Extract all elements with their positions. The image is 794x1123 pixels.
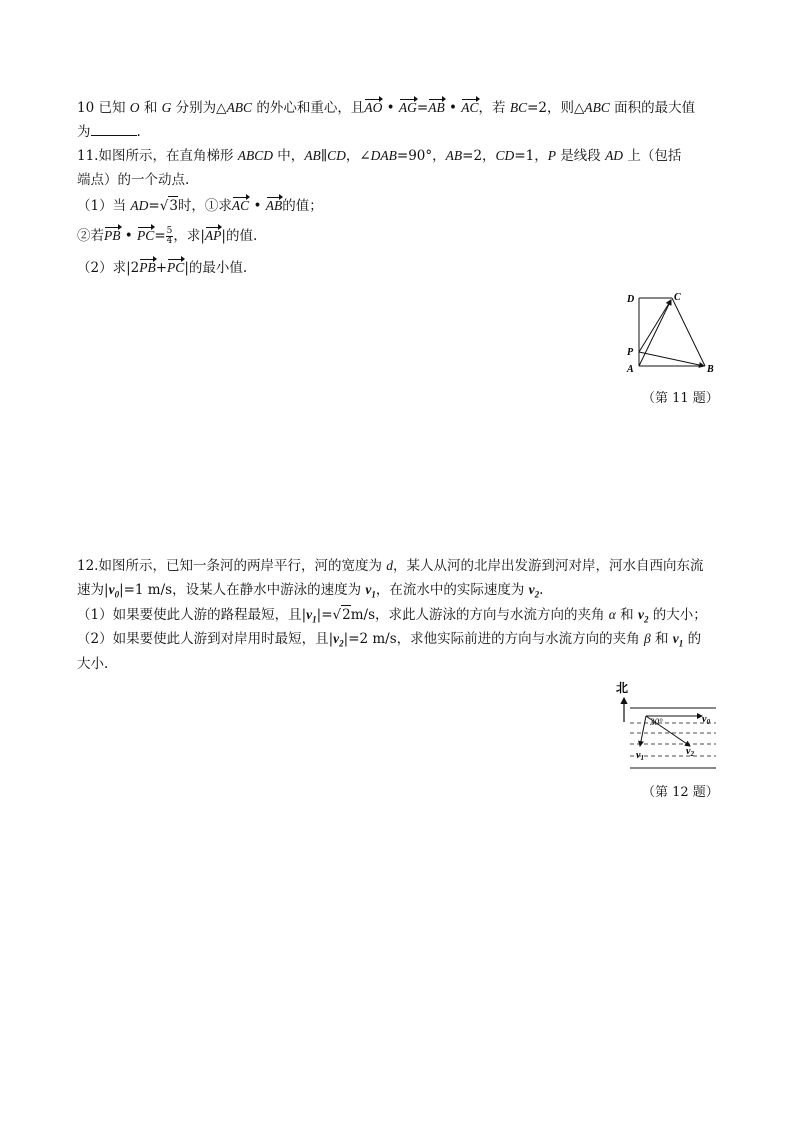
figure-11-trapezoid: [622, 288, 722, 380]
text: 上（包括: [623, 148, 682, 164]
vector-AB: AB: [265, 198, 283, 213]
text: （1）当: [77, 198, 131, 214]
vector-AB: AB: [428, 100, 445, 115]
var-DAB: DAB: [370, 148, 397, 163]
vector-AG: AG: [398, 100, 417, 115]
text: 的大小；: [648, 607, 707, 623]
vector-PC: PC: [167, 260, 185, 275]
figure-11-caption: （第 11 题）: [642, 391, 719, 406]
var-BC: BC: [509, 100, 528, 115]
text: （1）如果要使此人游的路程最短，且|: [77, 607, 307, 623]
text: ∥: [320, 148, 328, 164]
var-ABC: ABC: [226, 100, 253, 115]
problem12-part1: （1）如果要使此人游的路程最短，且$|v_1|=√2m/s$，求此人游泳的方向与水流方向的夹角 α 和 $v_2$ 的大小；: [77, 607, 707, 625]
text: .: [136, 124, 141, 140]
problem10-line2: [77, 123, 141, 141]
var-CD: CD: [495, 148, 515, 163]
text: |=2 m/s，求他实际前进的方向与水流方向的夹角: [343, 631, 644, 647]
text: 速为|: [77, 582, 109, 598]
text: =: [148, 198, 160, 214]
sub-1: 1: [678, 638, 684, 649]
text: ，若: [478, 100, 510, 116]
problem11-line1: [77, 147, 681, 165]
var-v1: v: [365, 582, 372, 597]
text: =: [154, 228, 166, 244]
var-ABC: ABC: [584, 100, 610, 115]
var-v0: v: [108, 582, 115, 597]
label-v2: $v_2$: [686, 746, 694, 758]
text: 面积的最大值: [609, 100, 696, 116]
label-v1: $v_1$: [636, 750, 644, 762]
text: 11.如图所示，在直角梯形: [77, 148, 238, 164]
problem11-part2: [77, 259, 247, 277]
problem11-part1: （1）当 AD=√3时，①求AC • AB的值；: [77, 198, 323, 214]
var-v1: v: [672, 631, 679, 646]
figure-12-caption: （第 12 题）: [642, 785, 719, 800]
text: +: [155, 260, 168, 276]
sqrt-3: 3: [169, 198, 178, 214]
sub-2: 2: [643, 614, 649, 625]
text: =2，: [462, 148, 496, 164]
text: 是线段: [555, 148, 606, 164]
figure-12-river: [610, 678, 722, 774]
vector-PB-line: [639, 352, 704, 366]
text: 中，: [273, 148, 305, 164]
problem12-line-last: [77, 655, 108, 673]
text: =90°，: [396, 148, 446, 164]
text: 和: [139, 100, 162, 116]
text: 10 已知: [77, 100, 126, 116]
problem10-line1: 10 已知 O 和 G 分别为△ABC 的外心和重心，且AO • AG=AB • AC，若 BC=2，则△ABC 面积的最大值: [77, 100, 696, 116]
text: =2，则△: [527, 100, 585, 116]
problem12-line2: [77, 581, 543, 604]
vector-AO: AO: [364, 100, 383, 115]
problem11-line2: [77, 171, 189, 189]
frac-num: 5: [166, 226, 173, 236]
vector-PC-line: [639, 300, 671, 352]
text: 分别为△: [171, 100, 227, 116]
text: 的: [683, 631, 702, 647]
text: .: [539, 582, 544, 598]
var-alpha: α: [608, 607, 616, 622]
text: |的最小值.: [184, 260, 248, 276]
sqrt-2: 2: [342, 607, 351, 623]
label-A: A: [627, 364, 634, 375]
problem12-part2: [77, 630, 701, 653]
text: |=: [316, 607, 333, 623]
sub-2: 2: [339, 638, 344, 649]
text: ，在流水中的实际速度为: [375, 582, 529, 598]
label-D: D: [627, 294, 635, 305]
var-v1: v: [306, 607, 313, 622]
text: 的外心和重心，且: [252, 100, 365, 116]
text: （2）求|2: [77, 260, 140, 276]
var-AB: AB: [445, 148, 463, 163]
angle-label: 30°: [650, 717, 663, 727]
text: 和: [650, 631, 673, 647]
var-AB: AB: [304, 148, 321, 163]
text: （2）如果要使此人游到对岸用时最短，且|: [77, 631, 334, 647]
var-d: d: [386, 558, 394, 573]
text: 端点）的一个动点.: [77, 172, 190, 188]
text: 时，①求: [177, 198, 232, 214]
label-v0: $v_0$: [702, 714, 710, 726]
var-AD: AD: [605, 148, 624, 163]
text: ，求|: [173, 228, 205, 244]
answer-blank[interactable]: [91, 123, 137, 136]
var-CD: CD: [327, 148, 346, 163]
text: 和: [615, 607, 638, 623]
vector-AP: AP: [204, 228, 222, 243]
var-v2: v: [637, 607, 644, 622]
text: ②若: [77, 228, 104, 244]
text: 的值；: [282, 198, 323, 214]
label-B: B: [707, 364, 714, 375]
vector-PB: PB: [104, 228, 121, 243]
sub-2: 2: [534, 589, 540, 600]
text: ，某人从河的北岸出发游到河对岸，河水自西向东流: [393, 558, 704, 574]
sub-0: 0: [114, 589, 120, 600]
problem12-line1: [77, 557, 704, 575]
text: =1，: [514, 148, 548, 164]
frac-den: 4: [166, 236, 173, 246]
sub-1: 1: [371, 589, 376, 600]
text: 12.如图所示，已知一条河的两岸平行，河的宽度为: [77, 558, 387, 574]
text: 大小.: [77, 656, 109, 672]
vector-AC: AC: [461, 100, 479, 115]
text: |的值.: [221, 228, 258, 244]
var-v2: v: [333, 631, 340, 646]
label-C: C: [674, 292, 681, 303]
text: 为: [77, 124, 91, 140]
vector-PB: PB: [139, 260, 156, 275]
var-beta: β: [643, 631, 651, 646]
var-ABCD: ABCD: [237, 148, 274, 163]
var-v2: v: [528, 582, 535, 597]
text: m/s，求此人游泳的方向与水流方向的夹角: [350, 607, 609, 623]
label-P: P: [627, 347, 634, 358]
vector-PC: PC: [137, 228, 155, 243]
var-O: O: [129, 100, 140, 115]
var-G: G: [161, 100, 172, 115]
var-P: P: [547, 148, 556, 163]
var-AD: AD: [130, 198, 149, 213]
vector-AC-line: [639, 300, 671, 366]
north-label: 北: [616, 681, 629, 695]
text: |=1 m/s，设某人在静水中游泳的速度为: [119, 582, 366, 598]
vector-v1-line: [640, 716, 646, 746]
text: ，∠: [345, 148, 371, 164]
problem11-part1-2: ②若PB • PC= $\frac{5}{4}$ ，求|AP|的值.: [77, 226, 258, 246]
vector-AC: AC: [231, 198, 250, 213]
edge-CB: [672, 298, 705, 366]
sub-1: 1: [312, 614, 317, 625]
